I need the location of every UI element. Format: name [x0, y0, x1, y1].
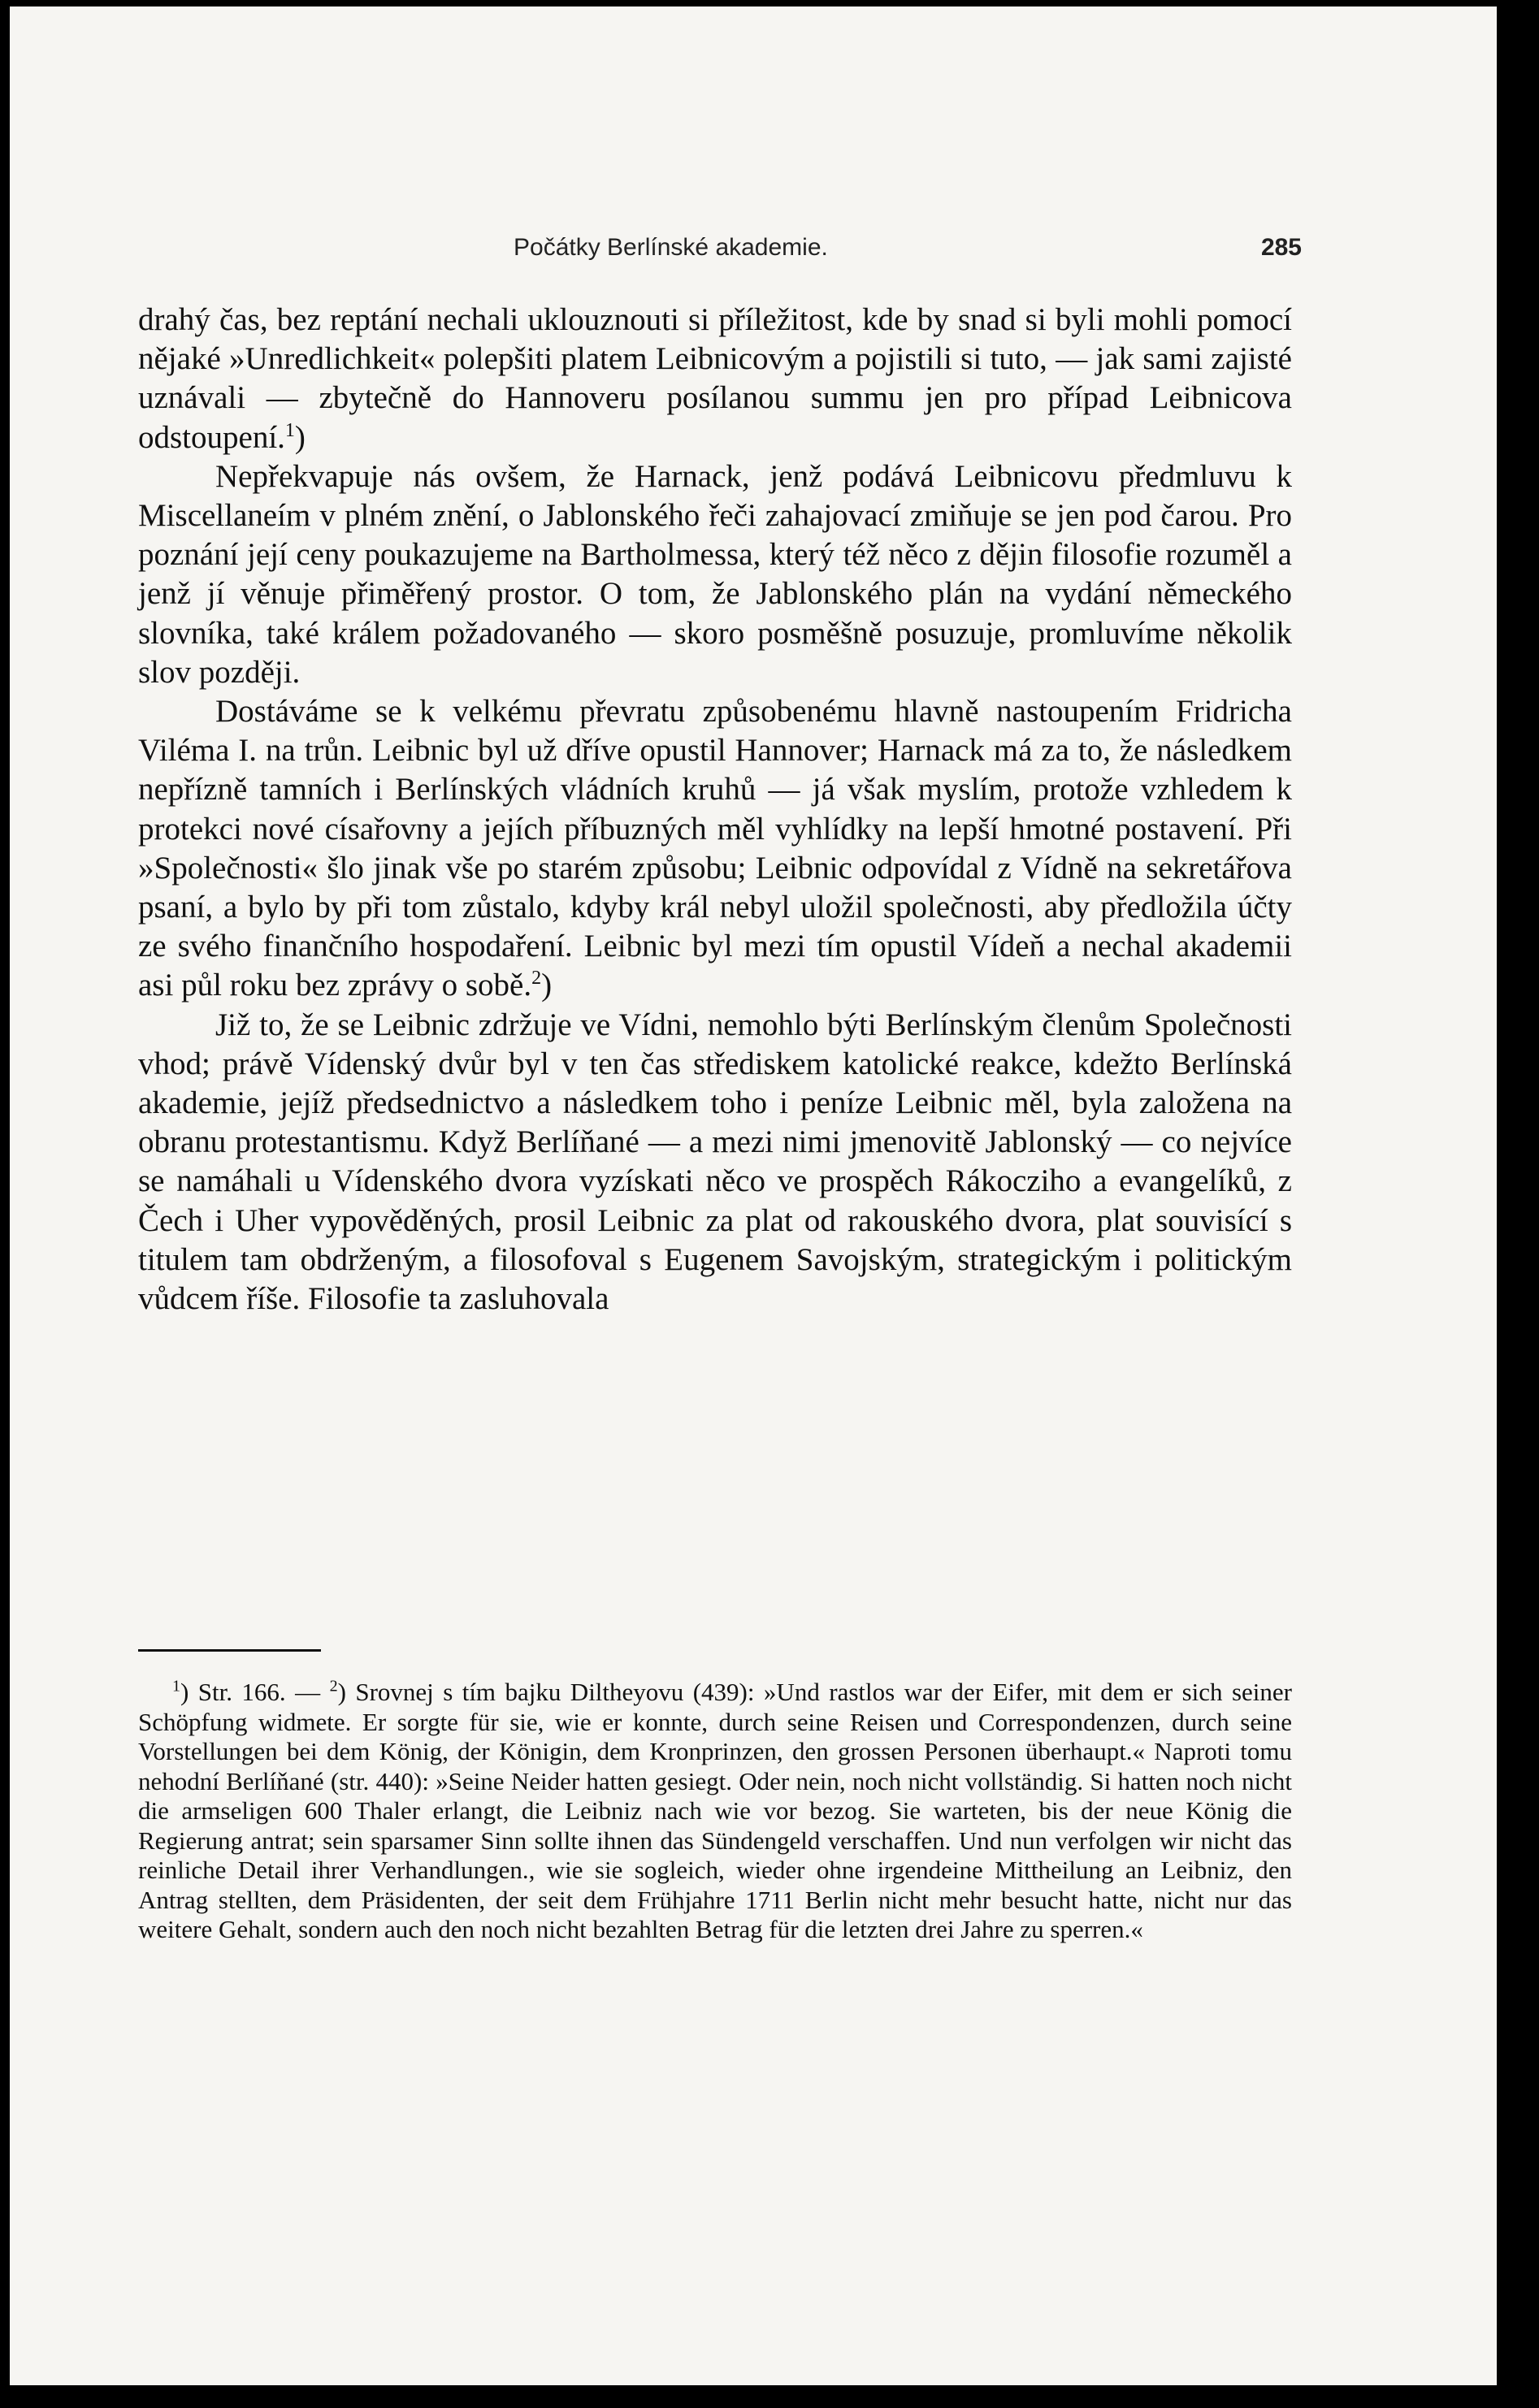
running-title: Počátky Berlínské akademie.: [514, 234, 828, 261]
footnotes: [138, 1678, 1292, 1945]
paragraph-4: Již to, že se Leibnic zdržuje ve Vídni, nemohlo býti Berlínským členům Společnosti vhod; právě Vídenský dvůr byl v ten čas střediskem katolické reakce, kdežto Berlínská akademie, jejíž předsednictvo a následkem toho i peníze Leibnic měl, byla založena na obranu protestantismu. Když Berlíňané — a mezi nimi jmenovitě Jablonský — co nejvíce se namáhali u Vídenského dvora vyzískati něco ve prospěch Rákocziho a evangelíků, z Čech i Uher vypověděných, prosil Leibnic za plat od rakouského dvora, plat souvisící s titulem tam obdrženým, a filosofoval s Eugenem Savojským, strategickým i politickým vůdcem říše. Filosofie ta zasluhovala: [138, 1007, 1292, 1317]
footnote-ref-2-close: ): [541, 968, 553, 1003]
footnote-mark-1: 1: [172, 1677, 180, 1696]
paragraph-3-text: Dostáváme se k velkému převratu způsobenému hlavně nastoupením Fridricha Viléma I. na trůn. Leibnic byl už dříve opustil Hannover; Harnack má za to, že následkem nepřízně tamních i Berlínských vládních kruhů — já však myslím, protože vzhledem k protekci nové císařovny a jejích příbuzných měl vyhlídky na lepší hmotné postavení. Při »Společnosti« šlo jinak vše po starém způsobu; Leibnic odpovídal z Vídně na sekretářova psaní, a bylo by při tom zůstalo, kdyby král nebyl uložil společnosti, aby předložila účty ze svého finančního hospodaření. Leibnic byl mezi tím opustil Vídeň a nechal akademii asi půl roku bez zprávy o sobě.: [138, 694, 1292, 1003]
footnote-rule: [138, 1649, 321, 1652]
paragraph-1: [138, 301, 1292, 457]
footnote-text-1: ) Str. 166. —: [180, 1678, 330, 1706]
main-text: [138, 301, 1292, 1319]
paragraph-2: Nepřekvapuje nás ovšem, že Harnack, jenž podává Leibnicovu předmluvu k Miscellaneím v plném znění, o Jablonského řeči zahajovací zmiňuje se jen pod čarou. Pro poznání její ceny poukazujeme na Bartholmessa, který též něco z dějin filosofie rozuměl a jenž jí věnuje přiměřený prostor. O tom, že Jablonského plán na vydání německého slovníka, také králem požadovaného — skoro posměšně posuzuje, promluvíme několik slov později.: [138, 458, 1292, 690]
footnote-text-2: ) Srovnej s tím bajku Diltheyovu (439): »Und rastlos war der Eifer, mit dem er sich seiner Schöpfung widmete. Er sorgte für sie, wie er konnte, durch seine Reisen und Correspondenzen, durch seine Vorstellungen bei dem König, der Königin, dem Kronprinzen, den grossen Personen überhaupt.« Naproti tomu nehodní Berlíňané (str. 440): »Seine Neider hatten gesiegt. Oder nein, noch nicht vollständig. Si hatten noch nicht die armseligen 600 Thaler erlangt, die Leibniz nach wie vor bezog. Sie warteten, bis der neue König die Regierung antrat; sein sparsamer Sinn sollte ihnen das Sündengeld verschaffen. Und nun verfolgen wir nicht das reinliche Detail ihrer Verhandlungen., wie sie sogleich, wieder ohne irgendeine Mittheilung an Leibniz, den Antrag stellten, dem Präsidenten, der seit dem Frühjahre 1711 Berlin nicht mehr besucht hatte, nicht nur das weitere Gehalt, sondern auch den noch nicht bezahlten Betrag für die letzten drei Jahre zu sperren.«: [138, 1678, 1292, 1943]
footnote-ref-2: 2: [531, 968, 542, 990]
footnote-mark-2: 2: [329, 1677, 338, 1696]
paragraph-1-text: drahý čas, bez reptání nechali uklouznouti si příležitost, kde by snad si byli mohli pomocí nějaké »Unredlichkeit« polepšiti platem Leibnicovým a pojistili si tuto, — jak sami zajisté uznávali — zbytečně do Hannoveru posílanou summu jen pro případ Leibnicova odstoupení.: [138, 302, 1292, 455]
footnote-ref-1: 1: [284, 419, 295, 441]
footnote-ref-1-close: ): [294, 419, 306, 455]
page-number: 285: [1260, 234, 1302, 261]
footnote-block: [138, 1678, 1292, 1945]
paragraph-3: [138, 692, 1292, 1006]
page-header: [148, 234, 1302, 270]
